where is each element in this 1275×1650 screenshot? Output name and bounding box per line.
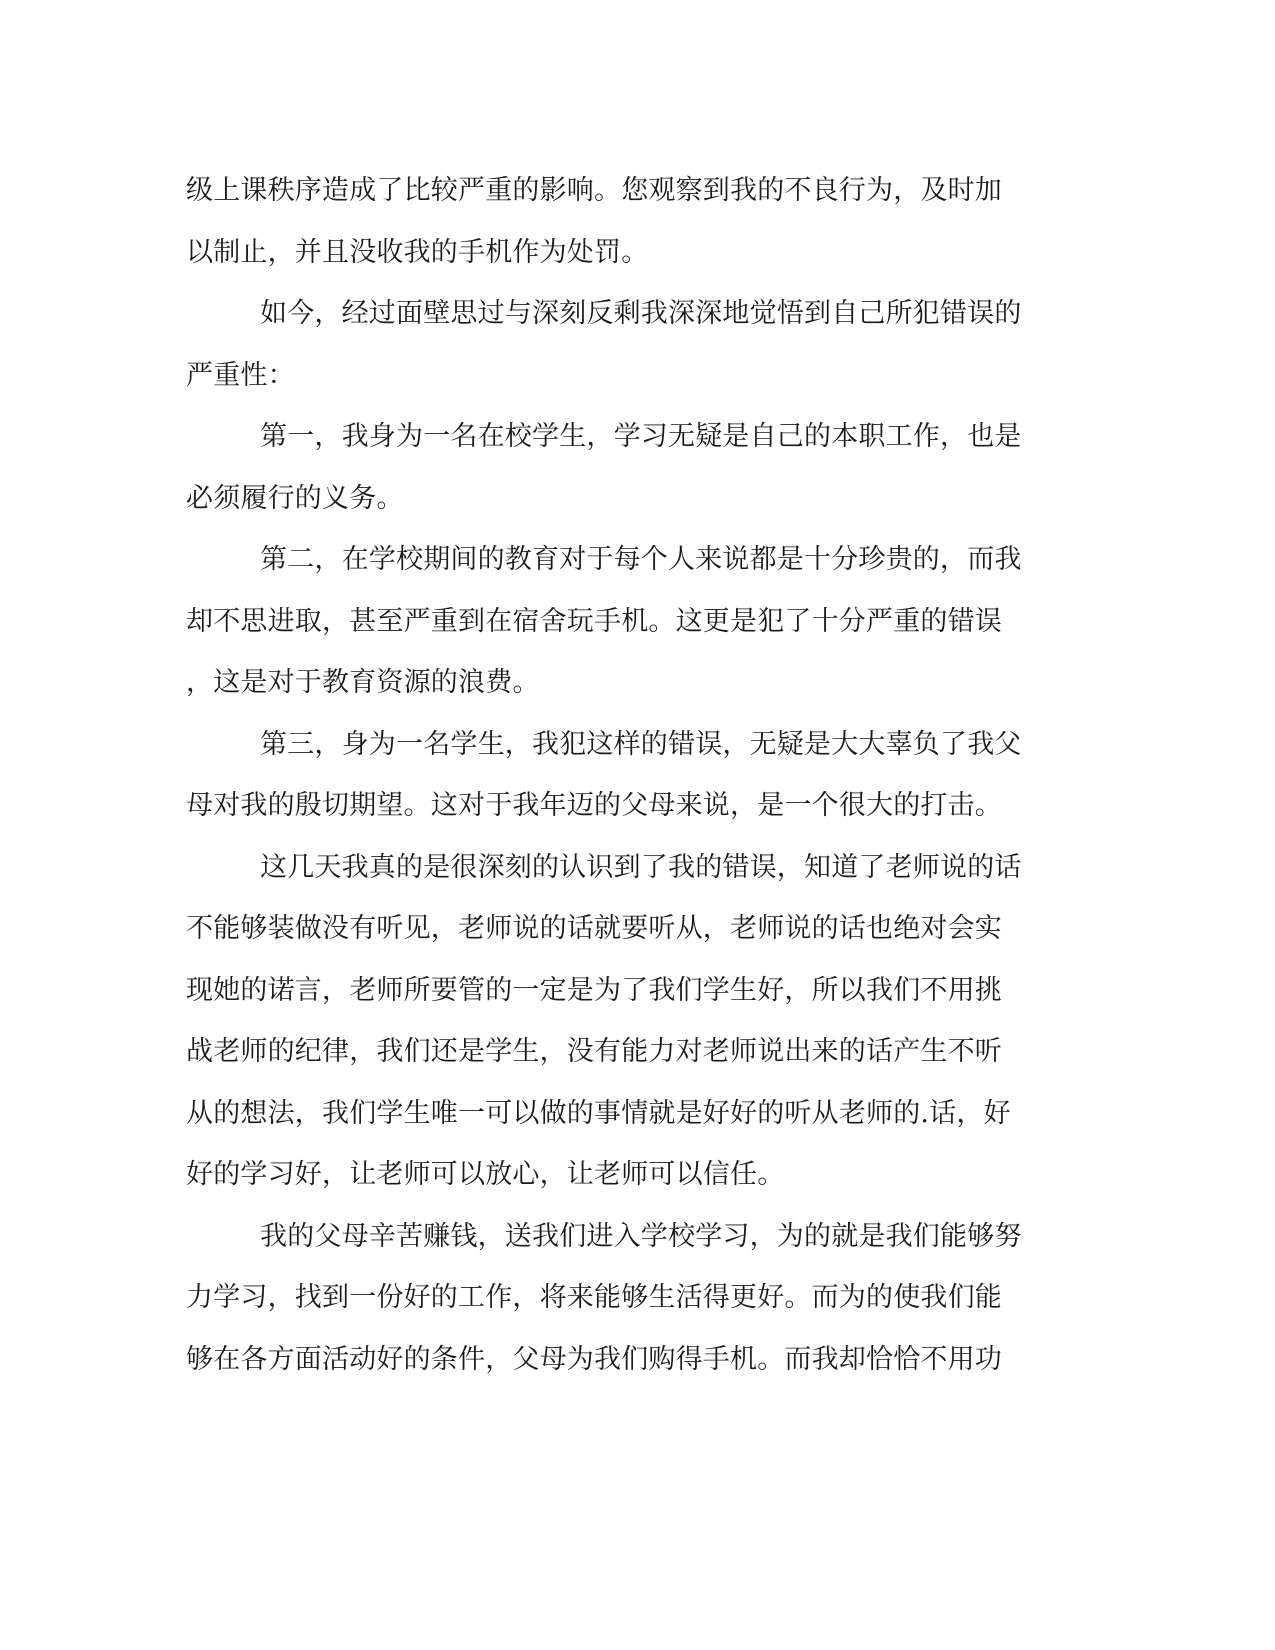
- paragraph-start-line: 这几天我真的是很深刻的认识到了我的错误，知道了老师说的话: [260, 851, 1022, 883]
- text-line: 够在各方面活动好的条件，父母为我们购得手机。而我却恰恰不用功: [186, 1343, 1002, 1375]
- text-line: 现她的诺言，老师所要管的一定是为了我们学生好，所以我们不用挑: [186, 974, 1002, 1006]
- paragraph-start-line: 第一，我身为一名在校学生，学习无疑是自己的本职工作，也是: [260, 421, 1022, 452]
- text-line: 母对我的殷切期望。这对于我年迈的父母来说，是一个很大的打击。: [186, 790, 1002, 821]
- text-line: 严重性：: [186, 359, 295, 391]
- text-line: 必须履行的义务。: [186, 482, 404, 514]
- text-line: 力学习，找到一份好的工作，将来能够生活得更好。而为的使我们能: [186, 1282, 1002, 1313]
- text-line: 却不思进取，甚至严重到在宿舍玩手机。这更是犯了十分严重的错误: [186, 605, 1002, 637]
- text-line: 不能够装做没有听见，老师说的话就要听从，老师说的话也绝对会实: [186, 913, 1002, 944]
- document-body: [186, 160, 1066, 1390]
- paragraph-start-line: 如今，经过面壁思过与深刻反剩我深深地觉悟到自己所犯错误的: [260, 298, 1022, 329]
- text-line: 战老师的纪律，我们还是学生，没有能力对老师说出来的话产生不听: [186, 1036, 1002, 1067]
- text-line: 好的学习好，让老师可以放心，让老师可以信任。: [186, 1159, 785, 1190]
- text-line: ，这是对于教育资源的浪费。: [186, 667, 540, 698]
- text-line: 从的想法，我们学生唯一可以做的事情就是好好的听从老师的.话，好: [186, 1097, 1011, 1129]
- text-line: 级上课秩序造成了比较严重的影响。您观察到我的不良行为，及时加: [186, 175, 1002, 206]
- paragraph-start-line: 第二，在学校期间的教育对于每个人来说都是十分珍贵的，而我: [260, 544, 1022, 575]
- paragraph-start-line: 我的父母辛苦赚钱，送我们进入学校学习，为的就是我们能够努: [260, 1220, 1022, 1252]
- paragraph-start-line: 第三，身为一名学生，我犯这样的错误，无疑是大大辜负了我父: [260, 728, 1022, 760]
- text-line: 以制止，并且没收我的手机作为处罚。: [186, 236, 649, 268]
